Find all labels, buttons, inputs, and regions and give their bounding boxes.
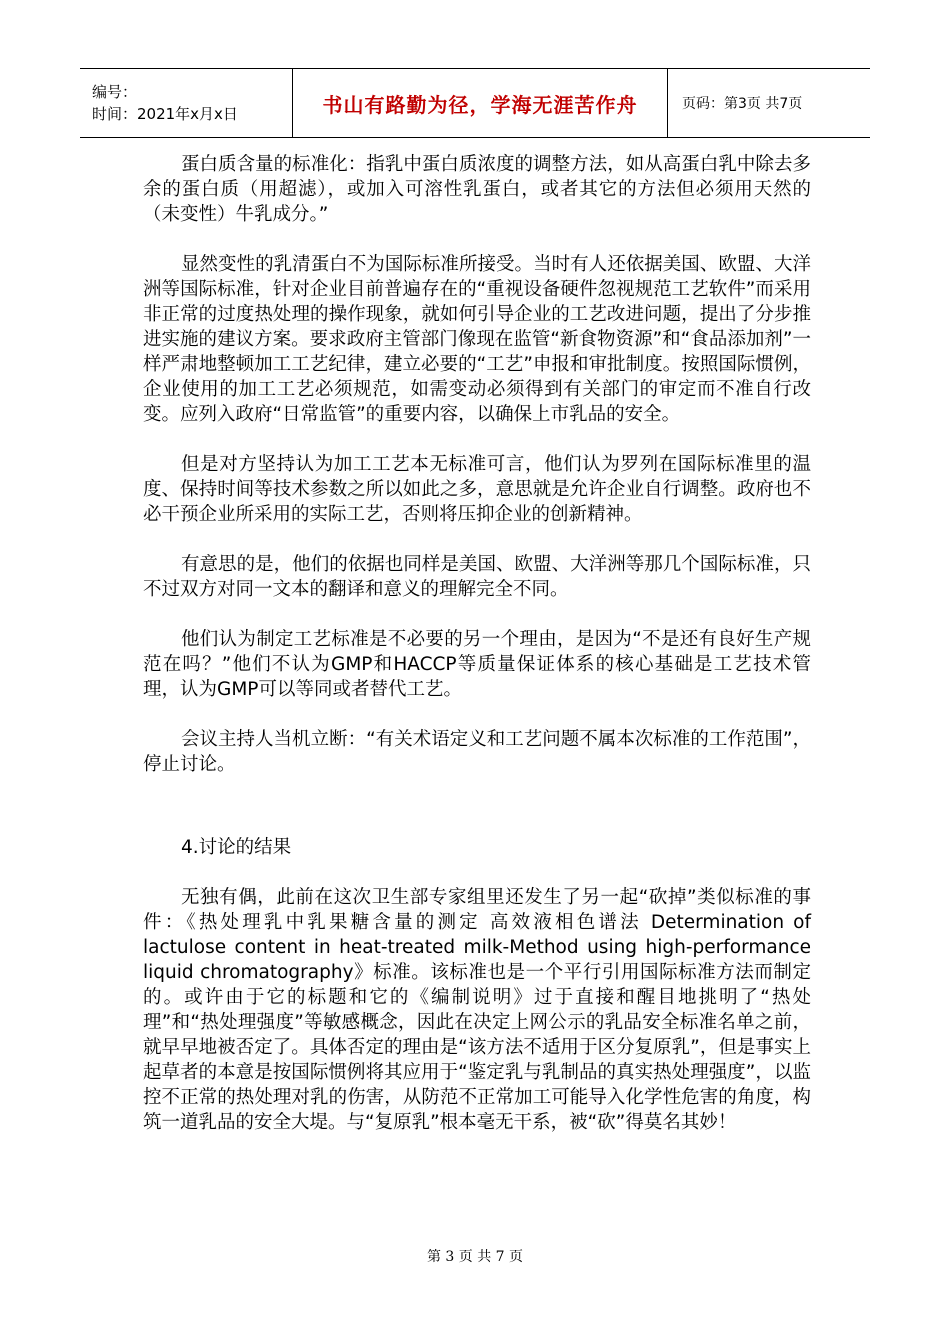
paragraph: 会议主持人当机立断：“有关术语定义和工艺问题不属本次标准的工作范围”，停止讨论。 [143,729,811,775]
header-motto [292,69,668,137]
paragraph: 他们认为制定工艺标准是不必要的另一个理由，是因为“不是还有良好生产规范在吗？”他们不认为GMP和HACCP等质量保证体系的核心基础是工艺技术管理，认为GMP可以等同或者替代工艺。 [143,629,811,700]
page-header [80,68,870,138]
document-body [143,152,811,1160]
footer-page-number: 第 3 页 共 7 页 [426,1249,524,1265]
page-footer [0,1246,950,1266]
paragraph: 无独有偶，此前在这次卫生部专家组里还发生了另一起“砍掉”类似标准的事件：《热处理乳中乳果糖含量的测定 高效液相色谱法 Determination of lactulose content in heat-treated milk-Method using high-performance liquid chromatography》标准。该标准也是一个平行引用国际标准方法而制定的。或许由于它的标题和它的《编制说明》过于直接和醒目地挑明了“热处理”和“热处理强度”等敏感概念，因此在决定上网公示的乳品安全标准名单之前，就早早地被否定了。具体否定的理由是“该方法不适用于区分复原乳”，但是事实上起草者的本意是按国际惯例将其应用于“鉴定乳与乳制品的真实热处理强度”，以监控不正常的热处理对乳的伤害，从防范不正常加工可能导入化学性危害的角度，构筑一道乳品的安全大堤。与“复原乳”根本毫无干系，被“砍”得莫名其妙！ [143,887,811,1133]
motto-text: 书山有路勤为径，学海无涯苦作舟 [322,92,638,117]
page-info-text: 页码：第3页 共7页 [682,96,803,112]
paragraph: 蛋白质含量的标准化：指乳中蛋白质浓度的调整方法，如从高蛋白乳中除去多余的蛋白质（用超滤），或加入可溶性乳蛋白，或者其它的方法但必须用天然的（未变性）牛乳成分。” [143,154,811,225]
paragraph: 但是对方坚持认为加工工艺本无标准可言，他们认为罗列在国际标准里的温度、保持时间等技术参数之所以如此之多，意思就是允许企业自行调整。政府也不必干预企业所采用的实际工艺，否则将压抑企业的创新精神。 [143,454,811,525]
paragraph: 有意思的是，他们的依据也同样是美国、欧盟、大洋洲等那几个国际标准，只不过双方对同一文本的翻译和意义的理解完全不同。 [143,554,811,600]
section-heading: 4.讨论的结果 [181,837,292,858]
document-time-label: 时间：2021年x月x日 [92,105,238,123]
document-number-label: 编号： [92,83,138,101]
paragraph: 显然变性的乳清蛋白不为国际标准所接受。当时有人还依据美国、欧盟、大洋洲等国际标准，针对企业目前普遍存在的“重视设备硬件忽视规范工艺软件”而采用非正常的过度热处理的操作现象，就如何引导企业的工艺改进问题，提出了分步推进实施的建议方案。要求政府主管部门像现在监管“新食物资源”和“食品添加剂”一样严肃地整顿加工工艺纪律，建立必要的“工艺”申报和审批制度。按照国际惯例，企业使用的加工工艺必须规范，如需变动必须得到有关部门的审定而不准自行改变。应列入政府“日常监管”的重要内容，以确保上市乳品的安全。 [143,254,811,425]
header-page-info [668,69,870,137]
header-meta [80,69,292,137]
